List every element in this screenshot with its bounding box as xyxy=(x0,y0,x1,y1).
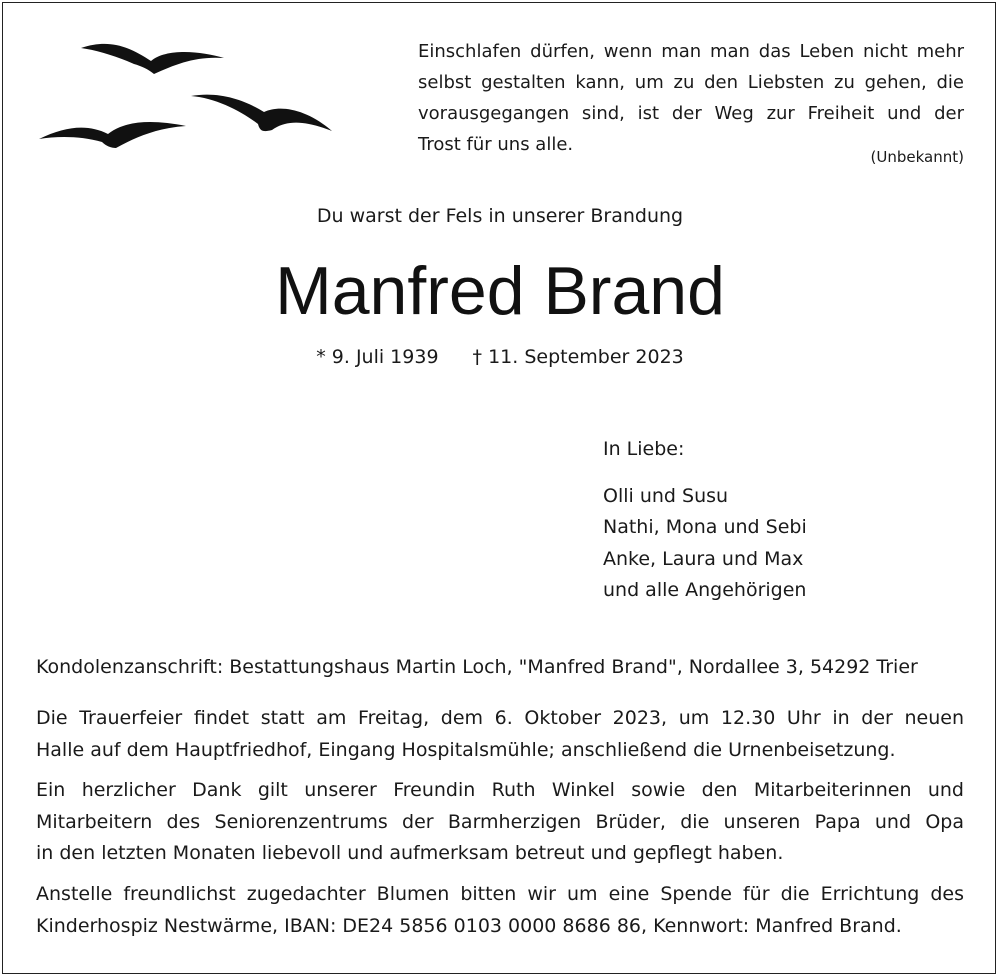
donation-line: Kinderhospiz Nestwärme, IBAN: DE24 5856 0103 0000 8686 86, Kennwort: Manfred Brand. xyxy=(36,914,902,937)
quote-line: vorausgegangen sind, ist der Weg zur Freiheit und der xyxy=(418,103,964,124)
condolence-address xyxy=(36,652,964,684)
motto: Du warst der Fels in unserer Brandung xyxy=(316,205,684,227)
donation-line: Anstelle freundlichst zugedachter Blumen bitten wir um eine Spende für die Errichtung des xyxy=(36,883,964,905)
bird-icon xyxy=(191,95,332,131)
address-line: Kondolenzanschrift: Bestattungshaus Martin Loch, "Manfred Brand", Nordallee 3, 54292 Trier xyxy=(36,656,918,678)
bird-icon xyxy=(39,122,186,148)
thanks-line: Ein herzlicher Dank gilt unserer Freundin Ruth Winkel sowie den Mitarbeiterinnen und xyxy=(36,779,964,801)
birth-date: * 9. Juli 1939 xyxy=(316,346,439,368)
life-dates xyxy=(0,346,1000,368)
deceased-name: Manfred Brand xyxy=(275,253,725,329)
mourner-line: und alle Angehörigen xyxy=(603,579,807,601)
mourner-line: Olli und Susu xyxy=(603,484,729,507)
mourners xyxy=(603,434,807,607)
mourner-line: Nathi, Mona und Sebi xyxy=(603,516,807,538)
quote-line: Trost für uns alle. xyxy=(418,134,574,155)
funeral-info xyxy=(36,703,964,766)
birds-icon xyxy=(36,36,336,156)
bird-icon xyxy=(81,44,224,74)
funeral-line: Die Trauerfeier findet statt am Freitag, dem 6. Oktober 2023, um 12.30 Uhr in der neuen xyxy=(36,707,964,729)
thanks-text xyxy=(36,775,964,870)
funeral-line: Halle auf dem Hauptfriedhof, Eingang Hospitalsmühle; anschließend die Urnenbeisetzung. xyxy=(36,738,896,761)
death-date: † 11. September 2023 xyxy=(472,346,684,368)
donation-text xyxy=(36,879,964,942)
mourner-line: Anke, Laura und Max xyxy=(603,547,804,570)
thanks-line: in den letzten Monaten liebevoll und aufmerksam betreut und gepflegt haben. xyxy=(36,842,784,864)
mourners-intro: In Liebe: xyxy=(603,438,685,460)
quote-line: selbst gestalten kann, um zu den Liebsten zu gehen, die xyxy=(418,72,964,93)
quote-source: (Unbekannt) xyxy=(870,148,964,166)
thanks-line: Mitarbeitern des Seniorenzentrums der Barmherzigen Brüder, die unseren Papa und Opa xyxy=(36,810,964,833)
quote-line: Einschlafen dürfen, wenn man man das Leben nicht mehr xyxy=(418,41,964,62)
quote-text xyxy=(418,36,964,160)
